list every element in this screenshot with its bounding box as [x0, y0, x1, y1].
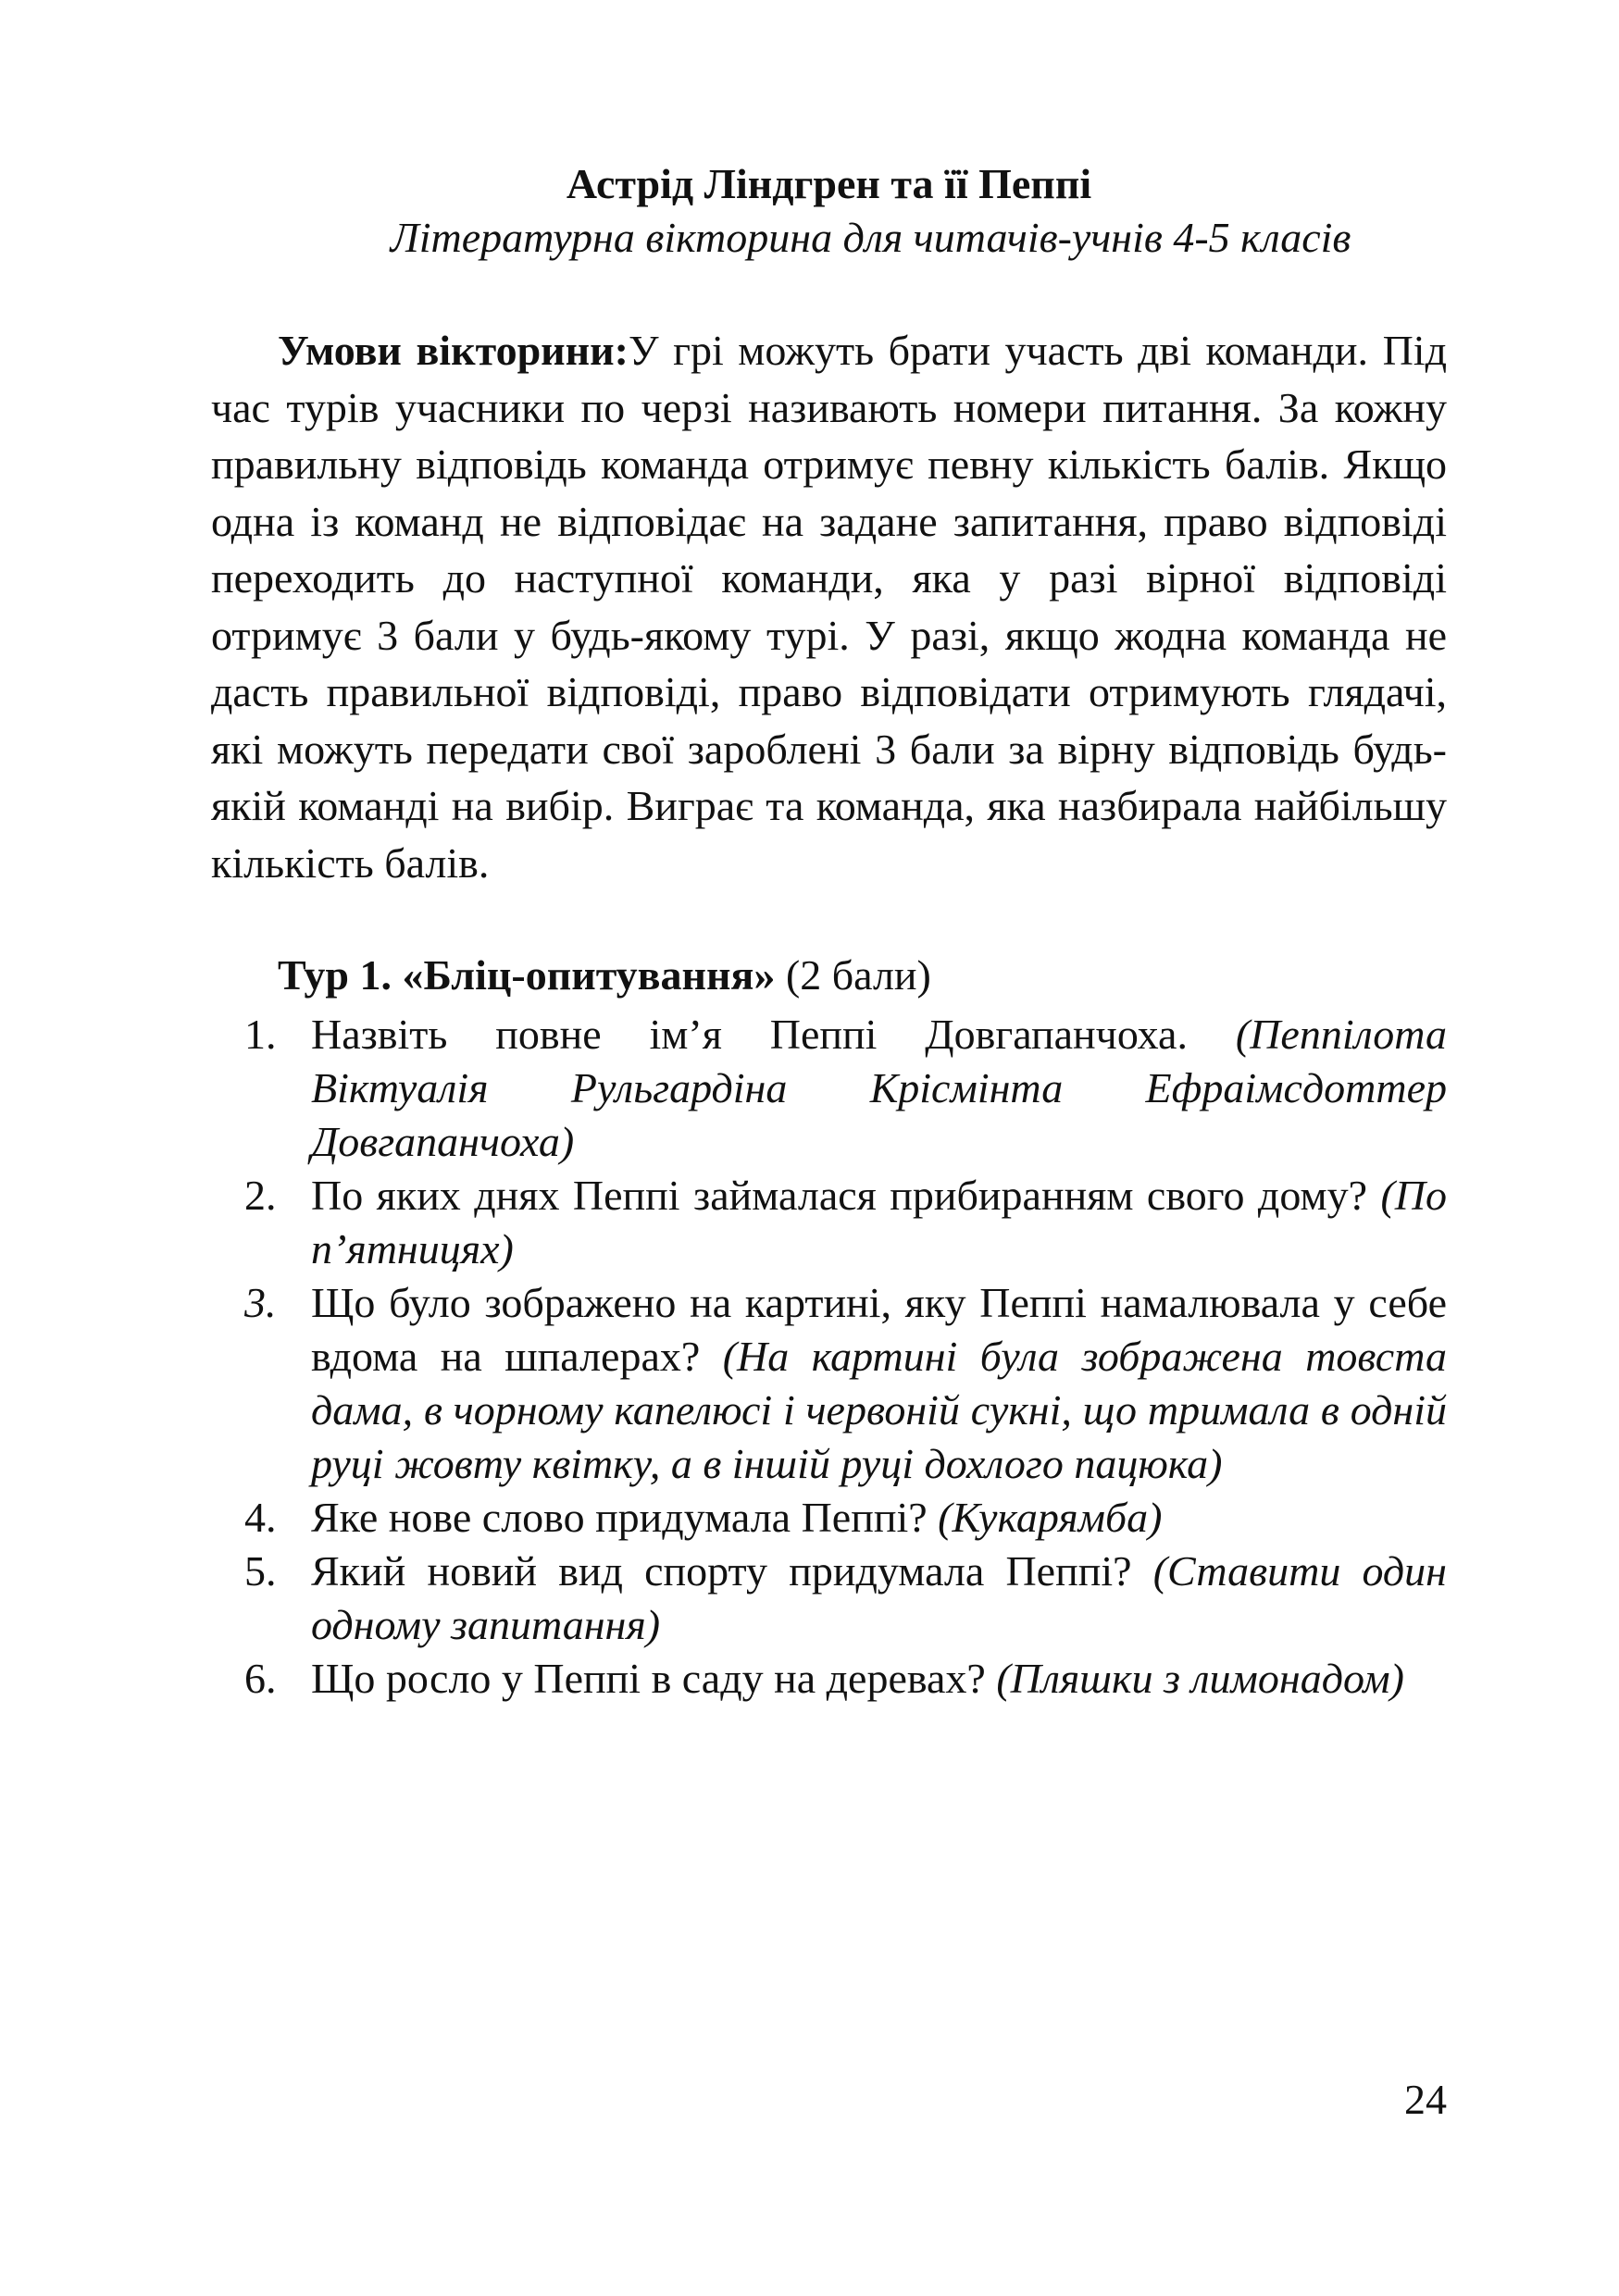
- conditions-text: У грі можуть брати участь дві команди. Під час турів учасники по черзі називають номери питання. За кожну правильну відповідь команда отримує певну кількість балів. Якщо одна із команд не відповідає на задане запитання, право відповіді переходить до наступної команди, яка у разі вірної відповіді отримує 3 бали у будь-якому турі. У разі, якщо жодна команда не дасть правильної відповіді, право відповідати отримують глядачі, які можуть передати свої зароблені 3 бали за вірну відповідь будь-якій команді на вибір. Виграє та команда, яка назбирала найбільшу кількість балів.: [211, 327, 1447, 887]
- round-points: (2 бали): [775, 951, 931, 999]
- question-number: 1.: [244, 1011, 277, 1058]
- question-answer: (Кукарямба): [938, 1494, 1163, 1541]
- question-item: [211, 1008, 1447, 1169]
- question-item: [211, 1276, 1447, 1491]
- round-heading: [278, 949, 1447, 1002]
- page-number: 24: [1404, 2076, 1447, 2123]
- question-answer: (По п’ятницях): [311, 1172, 1447, 1272]
- question-number: 2.: [244, 1172, 277, 1219]
- question-list: [211, 1008, 1447, 1706]
- question-number: 3.: [244, 1279, 277, 1326]
- question-text: Назвіть повне ім’я Пеппі Довгапанчоха.: [311, 1011, 1236, 1058]
- question-answer: (Ставити один одному запитання): [311, 1547, 1447, 1648]
- question-text: Який новий вид спорту придумала Пеппі?: [311, 1547, 1153, 1595]
- question-item: [211, 1491, 1447, 1545]
- question-number: 4.: [244, 1494, 277, 1541]
- quiz-conditions-paragraph: [211, 322, 1447, 891]
- question-answer: (Пляшки з лимонадом): [996, 1655, 1404, 1702]
- document-page: [211, 157, 1447, 1706]
- question-text: Яке нове слово придумала Пеппі?: [311, 1494, 939, 1541]
- round-title: Тур 1. «Бліц-опитування»: [278, 951, 776, 999]
- conditions-label: Умови вікторини:: [278, 327, 629, 374]
- question-text: По яких днях Пеппі займалася прибиранням свого дому?: [311, 1172, 1381, 1219]
- question-item: [211, 1169, 1447, 1276]
- question-answer: (На картині була зображена товста дама, в чорному капелюсі і червоній сукні, що тримала в одній руці жовту квітку, а в іншій руці дохлого пацюка): [311, 1333, 1447, 1487]
- question-item: [211, 1545, 1447, 1652]
- question-text: Що було зображено на картині, яку Пеппі намалювала у себе вдома на шпалерах?: [311, 1279, 1447, 1380]
- question-item: [211, 1652, 1447, 1706]
- question-answer: (Пеппілота Віктуалія Рульгардіна Крісмінта Ефраімсдоттер Довгапанчоха): [311, 1011, 1447, 1165]
- question-number: 6.: [244, 1655, 277, 1702]
- question-text: Що росло у Пеппі в саду на деревах?: [311, 1655, 997, 1702]
- document-title: Астрід Ліндгрен та її Пеппі: [566, 160, 1092, 207]
- question-number: 5.: [244, 1547, 277, 1595]
- document-subtitle: Літературна вікторина для читачів-учнів 4-5 класів: [390, 214, 1351, 261]
